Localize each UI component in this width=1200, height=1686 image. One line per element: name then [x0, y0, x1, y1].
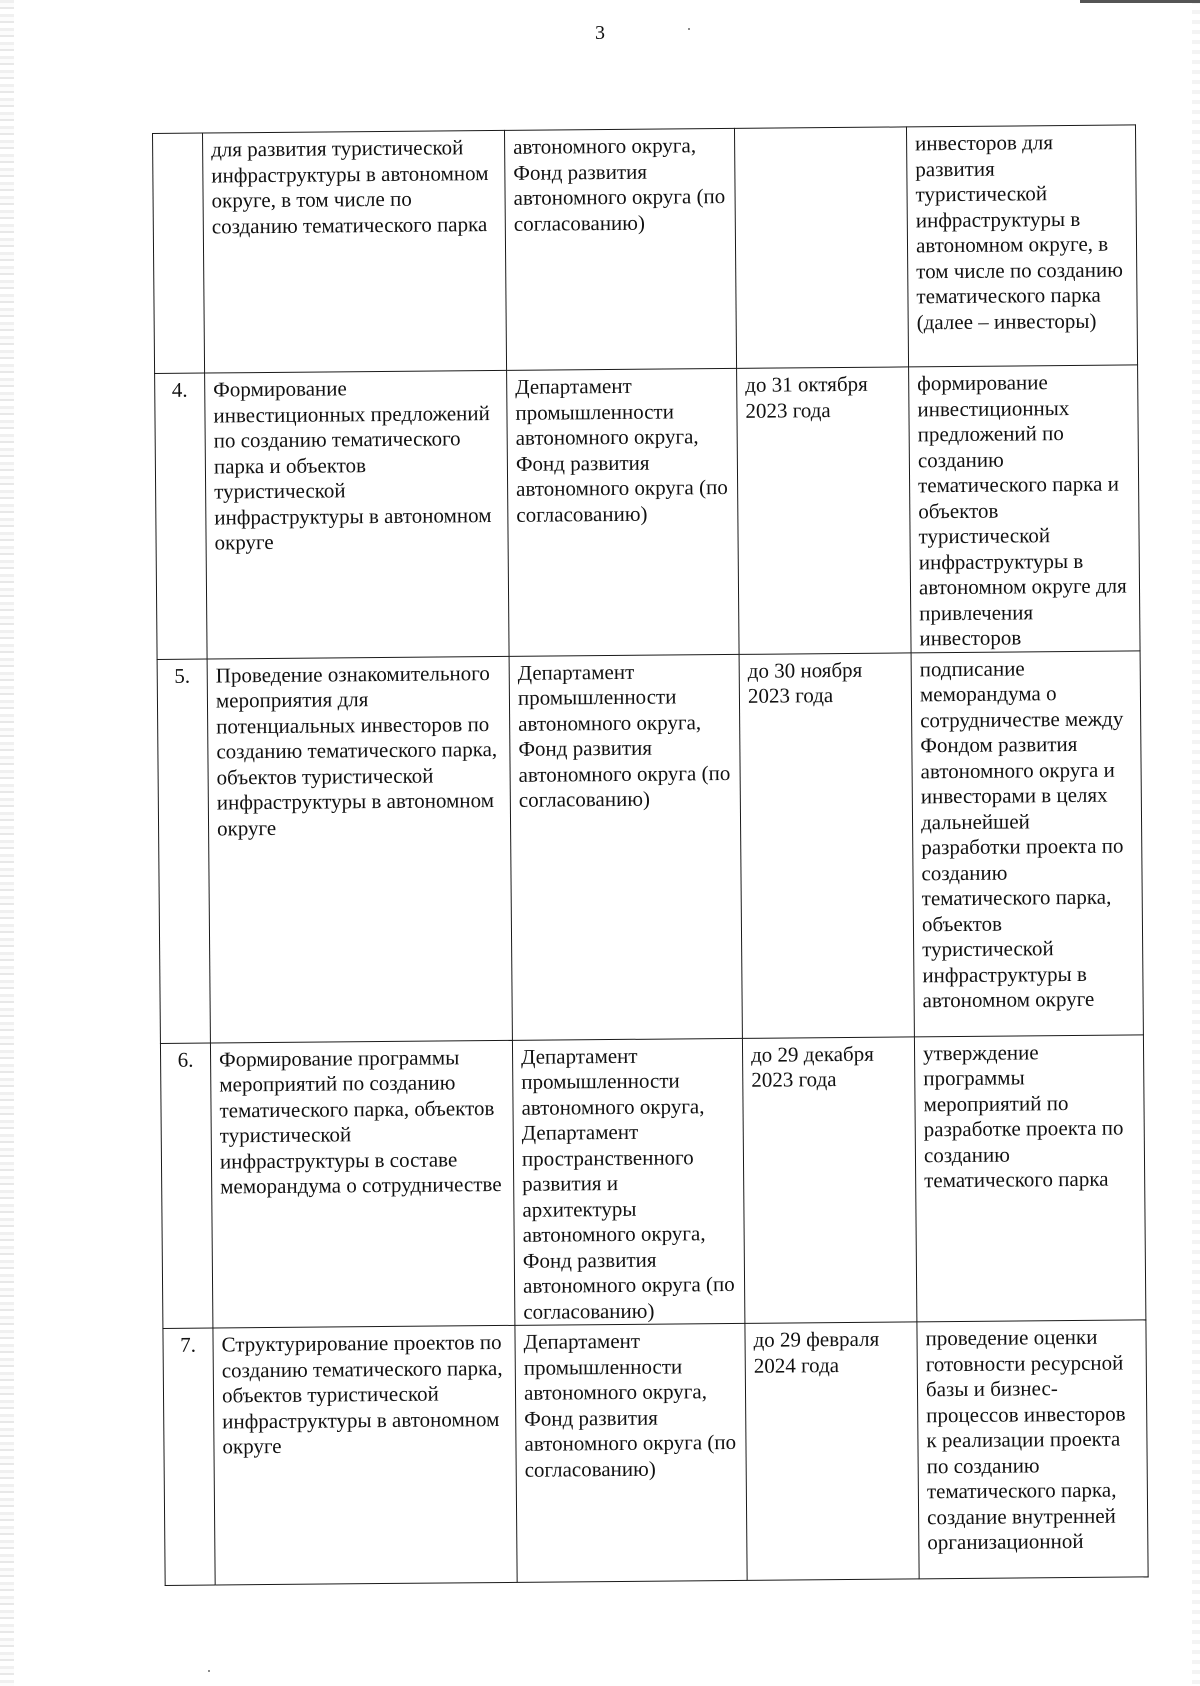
activity-cell: Формирование программы мероприятий по созданию тематического парка, объектов туристической инфраструктуры в составе меморандума о сотрудничестве — [210, 1040, 514, 1328]
result-cell: формирование инвестиционных предложений по созданию тематического парка и объектов туристической инфраструктуры в автономном округе для привлечения инвесторов — [909, 365, 1140, 652]
responsible-cell: Департамент промышленности автономного округа, Департамент пространственного развития и архитектуры автономного округа, Фонд развития автономного округа (по согласованию) — [512, 1038, 744, 1325]
result-cell: проведение оценки готовности ресурсной базы и бизнес-процессов инвесторов к реализации проекта по созданию тематического парка, создание внутренней организационной — [917, 1320, 1148, 1579]
responsible-cell: Департамент промышленности автономного округа, Фонд развития автономного округа (по согласованию) — [509, 654, 742, 1040]
deadline-cell — [734, 127, 908, 368]
deadline-cell: до 31 октября 2023 года — [737, 367, 911, 654]
row-number: 7. — [163, 1328, 215, 1585]
responsible-cell: Департамент промышленности автономного округа, Фонд развития автономного округа (по согласованию) — [507, 368, 739, 655]
table-row — [155, 365, 1140, 659]
row-number: 6. — [160, 1043, 212, 1329]
responsible-cell: автономного округа, Фонд развития автономного округа (по согласованию) — [504, 128, 736, 370]
action-plan-table — [152, 124, 1149, 1586]
scan-top-rule — [1080, 0, 1200, 3]
table-row — [160, 1034, 1145, 1328]
activity-cell: для развития туристической инфраструктуры в автономном округе, в том числе по созданию тематического парка — [203, 130, 507, 373]
deadline-cell: до 29 февраля 2024 года — [745, 1322, 919, 1580]
result-cell: инвесторов для развития туристической инфраструктуры в автономном округе, в том числе по созданию тематического парка (далее – инвесторы) — [906, 125, 1137, 367]
table-row — [157, 650, 1143, 1043]
scan-edge-right — [1192, 0, 1200, 1686]
result-cell: подписание меморандума о сотрудничестве между Фондом развития автономного округа и инвесторами в целях дальнейшей разработки проекта по созданию тематического парка, объектов туристической инфраструктуры в автономном округе — [911, 650, 1143, 1036]
page-number: 3 — [595, 22, 605, 44]
row-number — [153, 133, 205, 373]
result-cell: утверждение программы мероприятий по разработке проекта по созданию тематического парка — [914, 1034, 1145, 1321]
deadline-cell: до 30 ноября 2023 года — [739, 652, 914, 1037]
scan-speck — [208, 1670, 210, 1672]
table-row — [163, 1320, 1148, 1586]
row-number: 4. — [155, 373, 207, 659]
activity-cell: Структурирование проектов по созданию тематического парка, объектов туристической инфраструктуры в автономном округе — [213, 1325, 517, 1585]
responsible-cell: Департамент промышленности автономного округа, Фонд развития автономного округа (по согласованию) — [515, 1323, 747, 1582]
table-row — [153, 125, 1138, 374]
activity-cell: Проведение ознакомительного мероприятия для потенциальных инвесторов по созданию тематического парка, объектов туристической инфраструктуры в автономном округе — [207, 656, 512, 1043]
scan-edge-left — [0, 0, 14, 1686]
activity-cell: Формирование инвестиционных предложений по созданию тематического парка и объектов туристической инфраструктуры в автономном округе — [205, 370, 509, 658]
row-number: 5. — [157, 659, 210, 1043]
deadline-cell: до 29 декабря 2023 года — [742, 1036, 916, 1323]
